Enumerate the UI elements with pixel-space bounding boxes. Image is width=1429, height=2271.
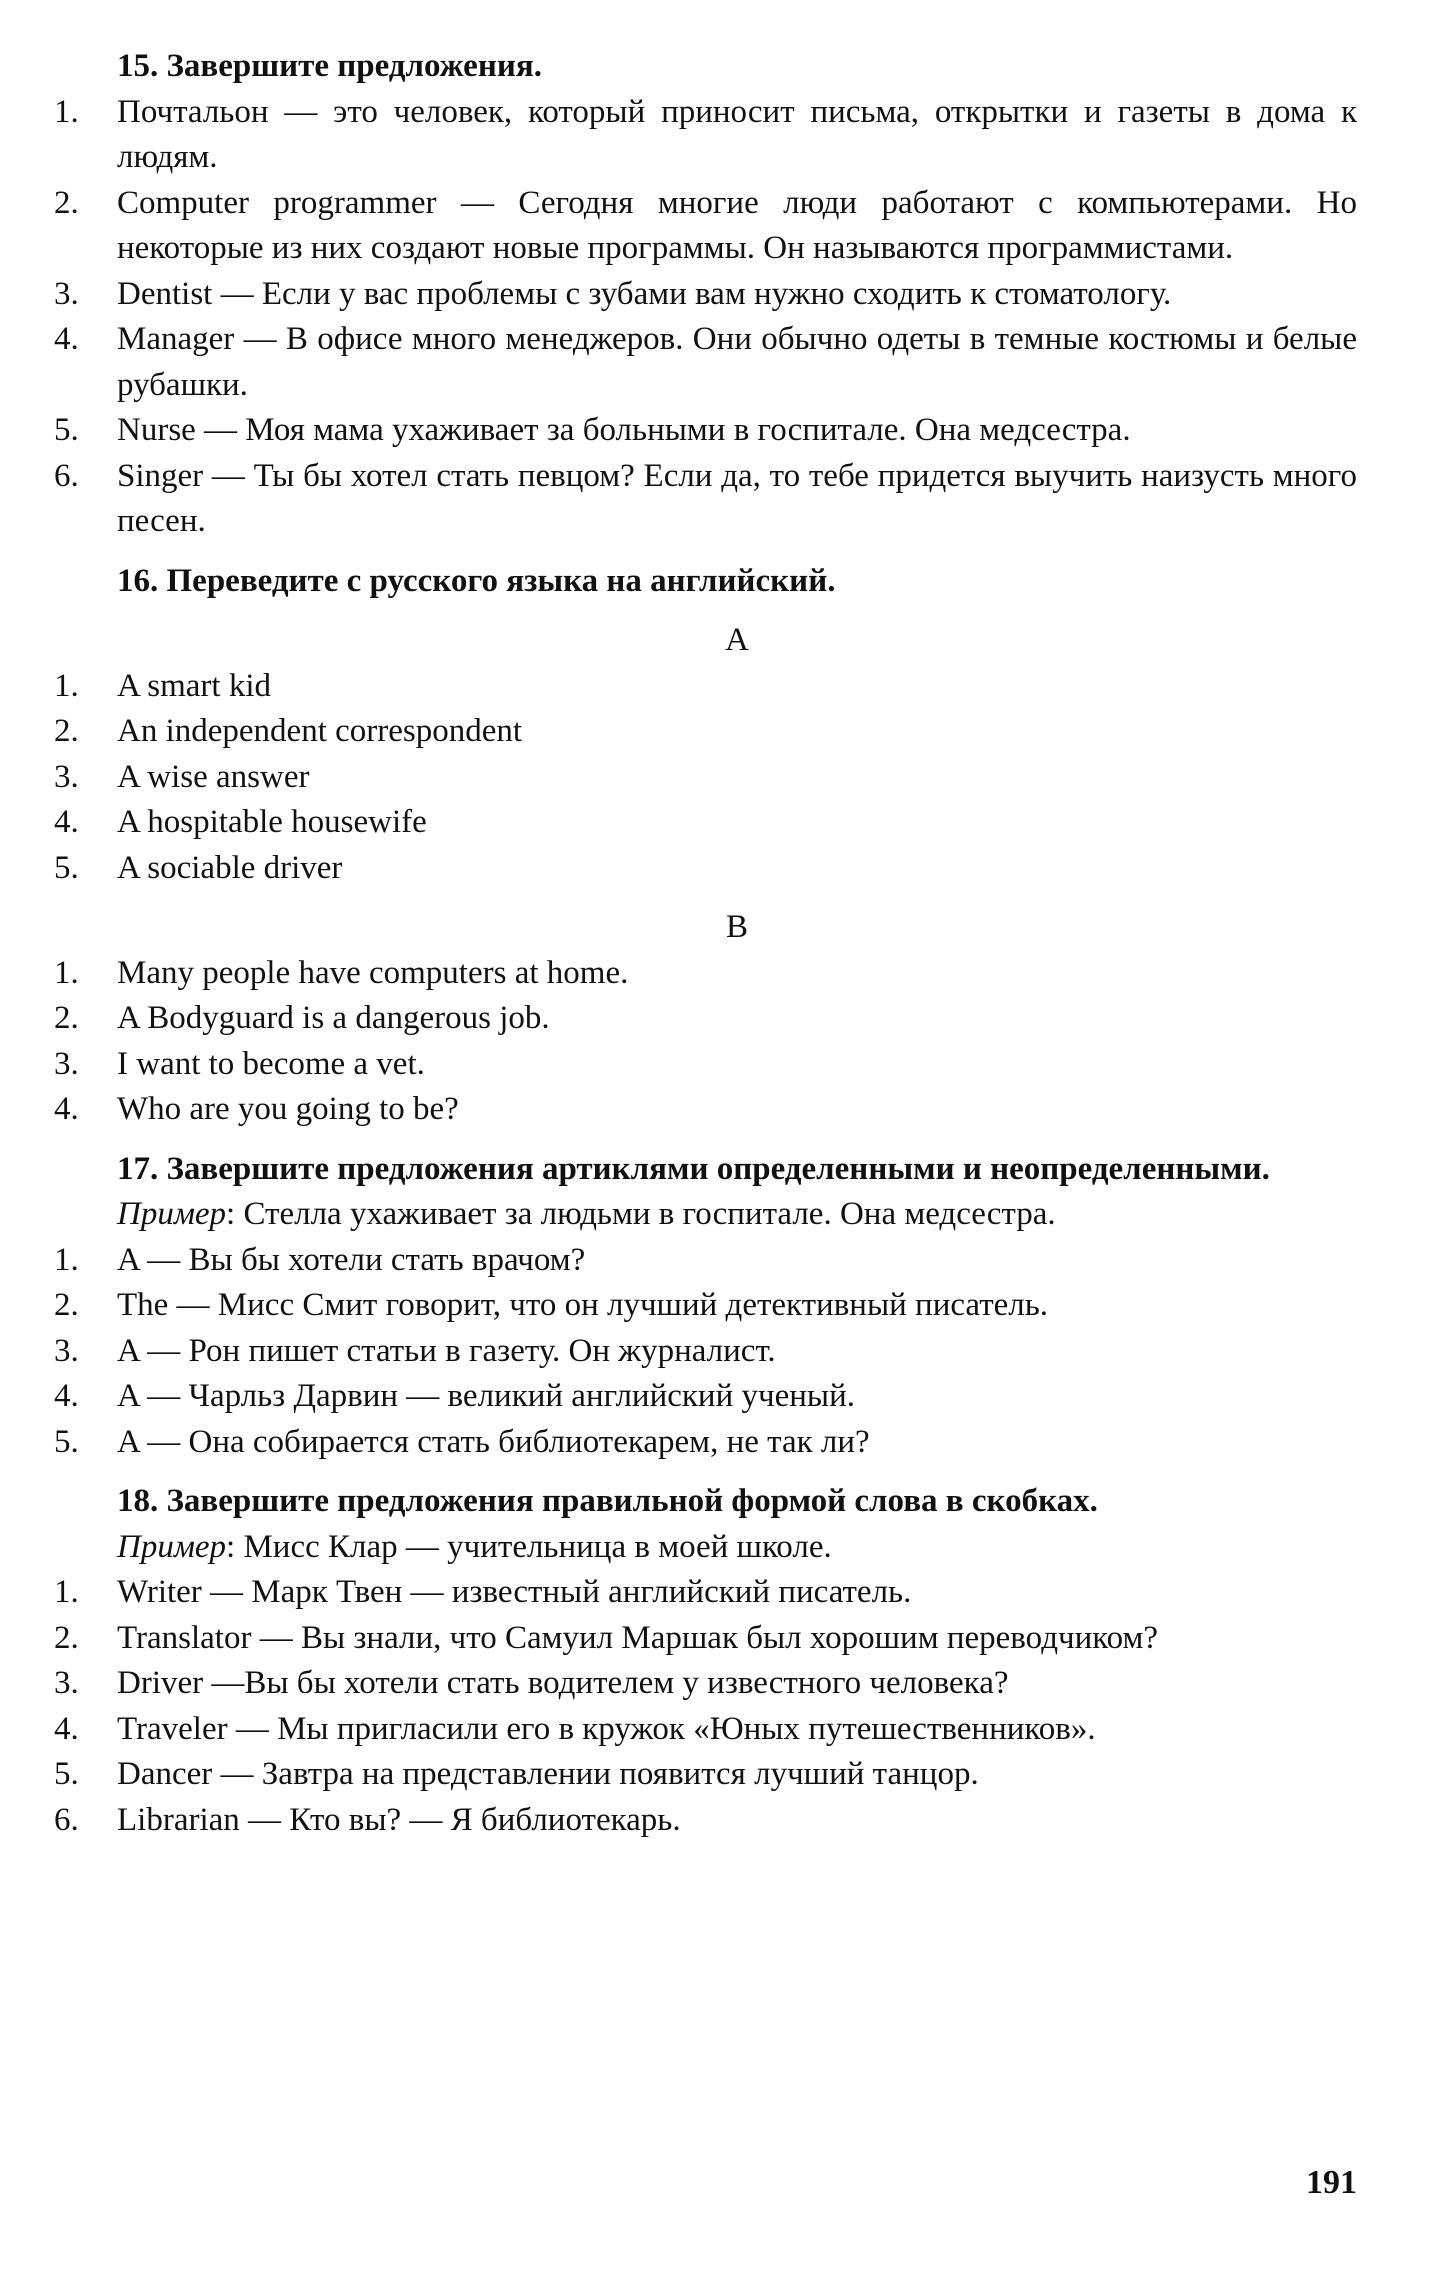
item-text: Driver —Вы бы хотели стать водителем у известного человека? xyxy=(117,1665,1009,1701)
item-text: A hospitable housewife xyxy=(117,804,427,840)
item-number: 1. xyxy=(54,954,79,991)
list-item xyxy=(54,1238,1357,1284)
item-number: 3. xyxy=(54,758,79,795)
example-text: : Мисс Клар — учительница в моей школе. xyxy=(226,1528,832,1565)
list-item xyxy=(54,1374,1357,1420)
item-text: The — Мисс Смит говорит, что он лучший детективный писатель. xyxy=(117,1287,1049,1323)
item-text: A wise answer xyxy=(117,758,310,795)
list-item xyxy=(54,272,1357,318)
item-number: 4. xyxy=(54,321,79,357)
part-heading-a: A xyxy=(725,622,749,658)
list-item xyxy=(54,664,1357,710)
item-text: Translator — Вы знали, что Самуил Маршак был хорошим переводчиком? xyxy=(117,1619,1159,1656)
item-number: 3. xyxy=(54,1045,79,1082)
item-text: I want to become a vet. xyxy=(117,1045,425,1082)
item-text: Dentist — Если у вас проблемы с зубами вам нужно сходить к стоматологу. xyxy=(117,275,1172,312)
item-number: 2. xyxy=(54,1287,79,1323)
list-item xyxy=(54,1707,1357,1753)
item-number: 2. xyxy=(54,184,79,221)
item-number: 5. xyxy=(54,412,79,448)
list-item xyxy=(54,1752,1357,1798)
list-item xyxy=(54,1283,1357,1329)
item-number: 1. xyxy=(54,1574,79,1610)
list-item xyxy=(54,317,1357,408)
section-title: 15. Завершите предложения. xyxy=(117,48,542,84)
list-item xyxy=(54,1661,1357,1707)
page-number: 191 xyxy=(1306,2164,1357,2201)
item-text: Dancer — Завтра на представлении появится лучший танцор. xyxy=(117,1756,979,1792)
item-text: Почтальон — это человек, который приносит письма, открытки и газеты в дома к людям. xyxy=(117,93,1357,175)
list-item xyxy=(54,454,1357,545)
example-line xyxy=(54,1525,1357,1571)
list-item xyxy=(54,800,1357,846)
item-text: Writer — Марк Твен — известный английский писатель. xyxy=(117,1574,912,1610)
item-text: Many people have computers at home. xyxy=(117,954,629,991)
part-heading-b: B xyxy=(725,909,748,945)
item-text: An independent correspondent xyxy=(117,713,523,749)
item-number: 2. xyxy=(54,1619,79,1656)
item-number: 5. xyxy=(54,1423,79,1460)
item-text: A smart kid xyxy=(117,667,271,704)
section-title: 17. Завершите предложения артиклями определенными и неопределенными. xyxy=(117,1150,1270,1187)
item-text: Traveler — Мы пригласили его в кружок «Юных путешественников». xyxy=(117,1710,1096,1747)
item-number: 6. xyxy=(54,457,79,494)
item-number: 2. xyxy=(54,1000,79,1036)
example-label: Пример xyxy=(117,1528,227,1565)
item-number: 3. xyxy=(54,1332,79,1369)
item-text: A — Вы бы хотели стать врачом? xyxy=(117,1241,586,1278)
item-number: 4. xyxy=(54,1710,79,1747)
item-text: Nurse — Моя мама ухаживает за больными в госпитале. Она медсестра. xyxy=(117,412,1131,448)
list-item xyxy=(54,709,1357,755)
list-item xyxy=(54,755,1357,801)
list-item xyxy=(54,408,1357,454)
item-text: A Bodyguard is a dangerous job. xyxy=(117,1000,550,1036)
list-item xyxy=(54,1570,1357,1616)
item-number: 5. xyxy=(54,849,79,886)
example-text: : Стелла ухаживает за людьми в госпитале. Она медсестра. xyxy=(226,1196,1056,1232)
example-line xyxy=(54,1192,1357,1238)
item-number: 1. xyxy=(54,667,79,704)
list-item xyxy=(54,1329,1357,1375)
item-text: Computer programmer — Сегодня многие люди работают с компьютерами. Но некоторые из них создают новые программы. Он называются программистами. xyxy=(117,184,1357,266)
example-label: Пример xyxy=(117,1196,227,1232)
item-text: A — Рон пишет статьи в газету. Он журналист. xyxy=(117,1332,776,1369)
item-text: Librarian — Кто вы? — Я библиотекарь. xyxy=(117,1801,681,1838)
list-item xyxy=(54,181,1357,272)
list-item xyxy=(54,1798,1357,1844)
list-item xyxy=(54,90,1357,181)
list-item xyxy=(54,1420,1357,1466)
item-text: Manager — В офисе много менеджеров. Они обычно одеты в темные костюмы и белые рубашки. xyxy=(117,321,1357,403)
item-text: Singer — Ты бы хотел стать певцом? Если да, то тебе придется выучить наизусть много песен. xyxy=(117,457,1357,539)
item-text: A — Она собирается стать библиотекарем, не так ли? xyxy=(117,1423,870,1460)
section-title: 16. Переведите с русского языка на английский. xyxy=(117,562,836,599)
item-text: A — Чарльз Дарвин — великий английский ученый. xyxy=(117,1378,855,1414)
item-number: 4. xyxy=(54,804,79,840)
list-item xyxy=(54,1087,1357,1133)
item-number: 3. xyxy=(54,1665,79,1701)
list-item xyxy=(54,951,1357,997)
item-number: 4. xyxy=(54,1091,79,1127)
section-title: 18. Завершите предложения правильной формой слова в скобках. xyxy=(117,1483,1098,1519)
item-number: 4. xyxy=(54,1378,79,1414)
item-number: 1. xyxy=(54,1241,79,1278)
list-item xyxy=(54,1616,1357,1662)
item-text: Who are you going to be? xyxy=(117,1091,459,1127)
item-number: 1. xyxy=(54,93,79,130)
item-number: 6. xyxy=(54,1801,79,1838)
item-number: 2. xyxy=(54,713,79,749)
document-page xyxy=(54,44,1357,1843)
item-text: A sociable driver xyxy=(117,849,343,886)
list-item xyxy=(54,846,1357,892)
item-number: 3. xyxy=(54,275,79,312)
list-item xyxy=(54,1042,1357,1088)
list-item xyxy=(54,996,1357,1042)
item-number: 5. xyxy=(54,1756,79,1792)
